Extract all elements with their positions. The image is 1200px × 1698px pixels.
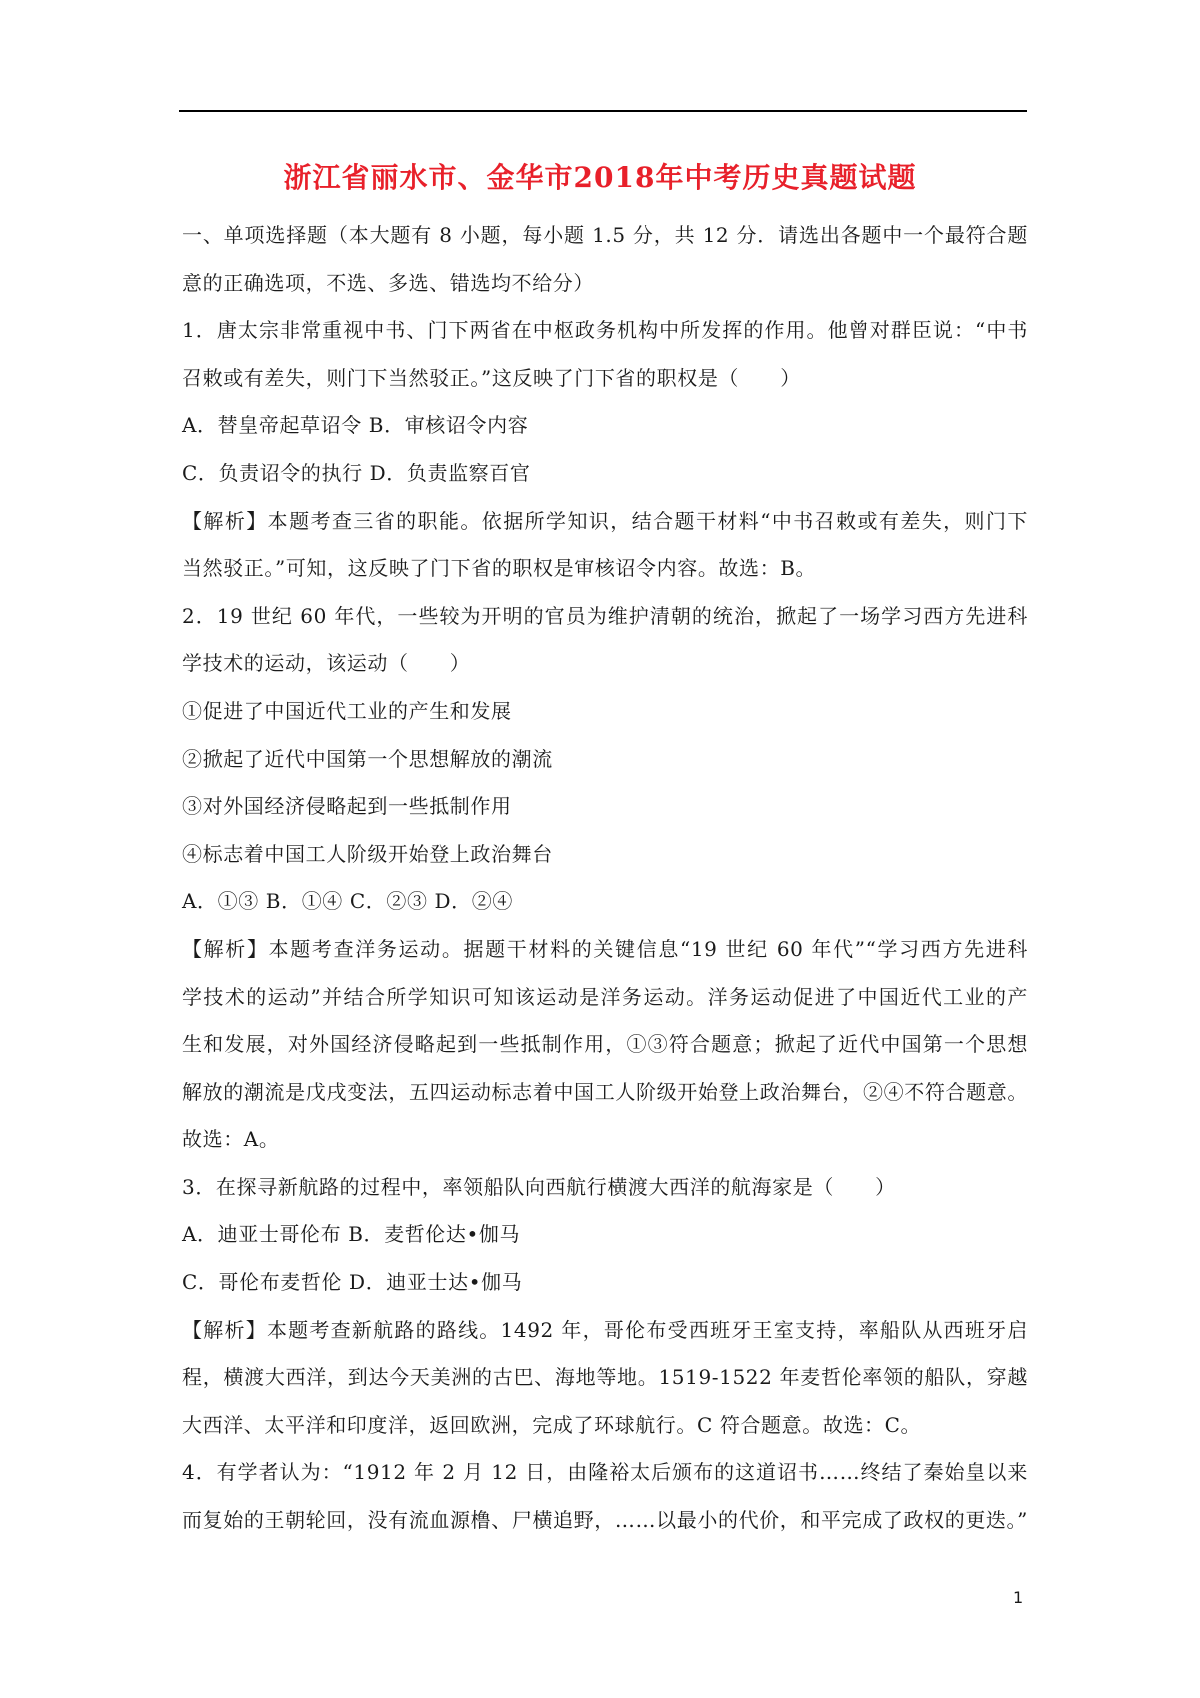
text-line: 2．19 世纪 60 年代，一些较为开明的官员为维护清朝的统治，掀起了一场学习西方先进科	[182, 603, 1028, 628]
text-line: A．迪亚士哥伦布 B．麦哲伦达•伽马	[182, 1222, 521, 1247]
text-line: 程，横渡大西洋，到达今天美洲的古巴、海地等地。1519-1522 年麦哲伦率领的船队，穿越	[182, 1365, 1028, 1390]
text-line: 【解析】本题考查三省的职能。依据所学知识，结合题干材料“中书召敕或有差失，则门下	[182, 508, 1028, 533]
page-title: 浙江省丽水市、金华市2018年中考历史真题试题	[283, 161, 917, 194]
header-rule	[179, 110, 1027, 112]
text-line: 一、单项选择题（本大题有 8 小题，每小题 1.5 分，共 12 分．请选出各题中一个最符合题	[182, 223, 1028, 247]
text-line: 3．在探寻新航路的过程中，率领船队向西航行横渡大西洋的航海家是（ ）	[182, 1174, 896, 1199]
text-line: 当然驳正。”可知，这反映了门下省的职权是审核诏令内容。故选：B。	[182, 556, 817, 581]
text-line: 学技术的运动”并结合所学知识可知该运动是洋务运动。洋务运动促进了中国近代工业的产	[182, 984, 1028, 1009]
text-line: ③对外国经济侵略起到一些抵制作用	[182, 794, 512, 819]
text-line: ④标志着中国工人阶级开始登上政治舞台	[182, 841, 553, 866]
text-line: 4．有学者认为：“1912 年 2 月 12 日，由隆裕太后颁布的这道诏书……终结了秦始皇以来	[182, 1460, 1028, 1485]
text-line: 大西洋、太平洋和印度洋，返回欧洲，完成了环球航行。C 符合题意。故选：C。	[182, 1412, 922, 1437]
text-line: A．①③ B．①④ C．②③ D．②④	[182, 889, 513, 914]
text-line: 召敕或有差失，则门下当然驳正。”这反映了门下省的职权是（ ）	[182, 365, 801, 390]
text-line: ①促进了中国近代工业的产生和发展	[182, 698, 512, 723]
text-line: A．替皇帝起草诏令 B．审核诏令内容	[182, 413, 529, 438]
text-line: C．负责诏令的执行 D．负责监察百官	[182, 460, 531, 485]
text-line: 而复始的王朝轮回，没有流血源橹、尸横追野，……以最小的代价，和平完成了政权的更迭。”	[182, 1508, 1028, 1533]
text-line: 学技术的运动，该运动（ ）	[182, 651, 471, 676]
text-line: C．哥伦布麦哲伦 D．迪亚士达•伽马	[182, 1270, 523, 1295]
text-line: 生和发展，对外国经济侵略起到一些抵制作用，①③符合题意；掀起了近代中国第一个思想	[182, 1032, 1028, 1057]
text-line: 1．唐太宗非常重视中书、门下两省在中枢政务机构中所发挥的作用。他曾对群臣说：“中书	[182, 318, 1028, 343]
text-line: 意的正确选项，不选、多选、错选均不给分）	[182, 270, 594, 295]
text-line: 故选：A。	[182, 1127, 280, 1152]
text-line: 解放的潮流是戊戌变法，五四运动标志着中国工人阶级开始登上政治舞台，②④不符合题意。	[182, 1079, 1028, 1104]
document-body	[182, 212, 1028, 1545]
page-number: 1	[1013, 1588, 1024, 1607]
text-line: ②掀起了近代中国第一个思想解放的潮流	[182, 746, 553, 771]
text-line: 【解析】本题考查新航路的路线。1492 年，哥伦布受西班牙王室支持，率船队从西班牙启	[182, 1317, 1028, 1342]
text-line: 【解析】本题考查洋务运动。据题干材料的关键信息“19 世纪 60 年代”“学习西方先进科	[182, 936, 1028, 961]
